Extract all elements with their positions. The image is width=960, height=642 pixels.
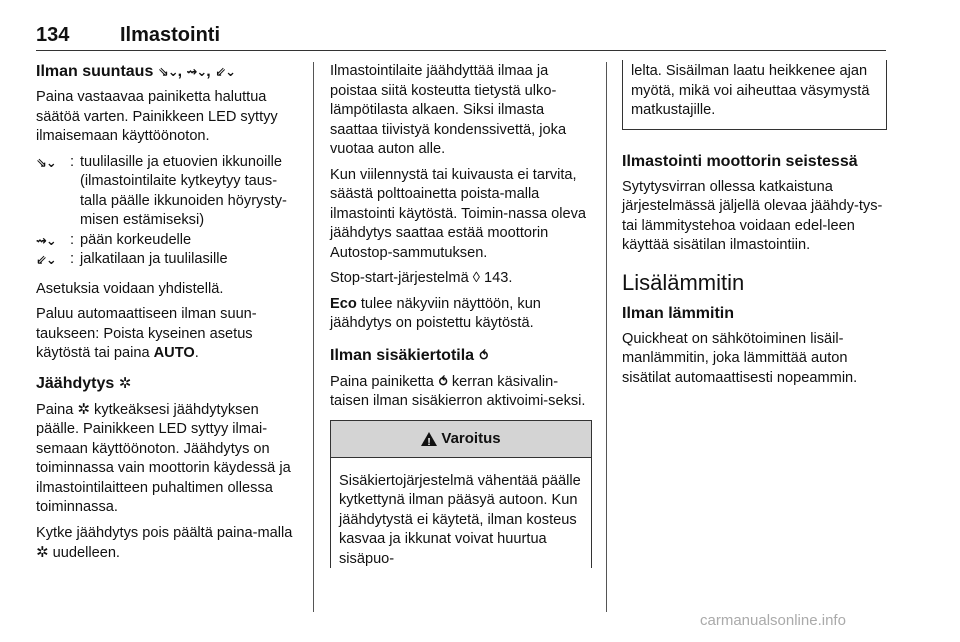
heading-air-direction: Ilman suuntaus ⇘⌄, ⇝⌄, ⇙⌄: [36, 63, 235, 80]
definition-list: [36, 153, 298, 270]
column-divider: [313, 62, 314, 612]
warning-text-continued: lelta. Sisäilman laatu heikkenee ajan myötä, mikä voi aiheuttaa väsymystä matkustajille.: [631, 63, 870, 118]
definition-text: tuulilasille ja etuovien ikkunoille (ilmastointilaite kytkeytyy taus-talla päälle ikkunoiden höyrysty-misen estämiseksi): [80, 153, 287, 228]
paragraph: Asetuksia voidaan yhdistellä.: [36, 280, 224, 297]
paragraph: Kytke jäähdytys pois päältä paina-malla ✲ uudelleen.: [36, 524, 293, 561]
warning-header: [331, 421, 591, 458]
paragraph: Paluu automaattiseen ilman suun-taukseen: Poista kyseinen asetus käytöstä tai paina AUTO.: [36, 306, 257, 361]
warning-box-continued: [622, 60, 887, 130]
page-number: 134: [36, 24, 70, 46]
column-3: [622, 62, 887, 394]
heading-recirculation: Ilman sisäkiertotila ⥀: [330, 346, 489, 364]
fan-icon: ✲: [118, 374, 132, 392]
heading-cooling: Jäähdytys ✲: [36, 374, 132, 392]
heading-engine-off: Ilmastointi moottorin seistessä: [622, 152, 858, 170]
fan-icon: ✲: [36, 544, 49, 561]
definition-text: jalkatilaan ja tuulilasille: [80, 251, 228, 267]
watermark: carmanualsonline.info: [700, 612, 846, 629]
paragraph: Kun viilennystä tai kuivausta ei tarvita, säästä polttoainetta poista-malla ilmastointi käytöstä. Toimin-nassa oleva jäähdytys saattaa estää moottorin Autostop-sammutuksen.: [330, 166, 587, 261]
column-divider: [606, 62, 607, 612]
foot-vent-icon: ⇙⌄: [215, 64, 235, 79]
paragraph: Ilmastointilaite jäähdyttää ilmaa ja poistaa siitä kosteutta tietystä ulko-lämpötilasta alkaen. Siksi ilmasta saattaa tiivistyä kondenssivettä, joka vuotaa auton alle.: [330, 63, 567, 157]
page-reference[interactable]: ◊ 143.: [472, 270, 513, 286]
paragraph: Paina painiketta ⥀ kerran käsivalin-taisen ilman sisäkierron aktivoimi-seksi.: [330, 373, 586, 409]
page-header: [36, 24, 886, 52]
paragraph: Paina ✲ kytkeäksesi jäähdytyksen päälle. Painikkeen LED syttyy ilmai-semaan käyttöönoton. Jäähdytys on toiminnassa vain moottorin käydessä ja ilmastointilaitteen puhaltimen ollessa toiminnassa.: [36, 400, 291, 515]
recirculation-icon: ⥀: [478, 347, 489, 363]
head-vent-icon: ⇝⌄: [36, 232, 56, 248]
windscreen-vent-icon: ⇘⌄: [36, 154, 56, 170]
warning-box: [330, 420, 592, 568]
paragraph: Paina vastaavaa painiketta haluttua säätöä varten. Painikkeen LED syttyy ilmaisemaan käyttöönoton.: [36, 89, 278, 144]
header-rule: [36, 50, 886, 51]
warning-text: Sisäkiertojärjestelmä vähentää päälle kytkettynä ilman pääsyä autoon. Kun jäähdytystä ei käytetä, ilman kosteus kasvaa ja ikkunat voivat huurtua sisäpuo-: [339, 472, 581, 567]
paragraph: Sytytysvirran ollessa katkaistuna järjestelmässä jäljellä olevaa jäähdy-tys- tai lämmitystehoa voidaan edel-leen käyttää sisätilan ilmastointiin.: [622, 178, 883, 253]
warning-title: Varoitus: [441, 429, 501, 447]
recirculation-icon: ⥀: [437, 373, 448, 389]
definition-row: ⇙⌄ : jalkatilaan ja tuulilasille: [36, 250, 298, 270]
definition-text: pään korkeudelle: [80, 231, 192, 248]
chapter-title: Ilmastointi: [120, 24, 221, 46]
paragraph: Stop-start-järjestelmä ◊ 143.: [330, 270, 513, 286]
column-2: [330, 62, 592, 568]
foot-vent-icon: ⇙⌄: [36, 252, 56, 267]
definition-row: ⇝⌄ : pään korkeudelle: [36, 231, 298, 251]
fan-icon: ✲: [77, 400, 90, 418]
warning-icon: [421, 432, 437, 446]
windscreen-vent-icon: ⇘⌄: [157, 64, 178, 79]
column-1: [36, 62, 298, 570]
heading-air-heater: Ilman lämmitin: [622, 304, 735, 322]
definition-row: ⇘⌄ : tuulilasille ja etuovien ikkunoille (ilmastointilaite kytkeytyy taus-talla päälle ikkunoiden höyrysty-misen estämiseksi): [36, 153, 298, 231]
heading-auxiliary-heater: Lisälämmitin: [622, 269, 745, 295]
head-vent-icon: ⇝⌄: [186, 64, 207, 79]
paragraph: Eco tulee näkyviin näyttöön, kun jäähdytys on poistettu käytöstä.: [330, 295, 541, 331]
paragraph: Quickheat on sähkötoiminen lisäil-manlämmitin, joka lämmittää auton sisätilat automaattisesti nopeammin.: [622, 330, 858, 386]
